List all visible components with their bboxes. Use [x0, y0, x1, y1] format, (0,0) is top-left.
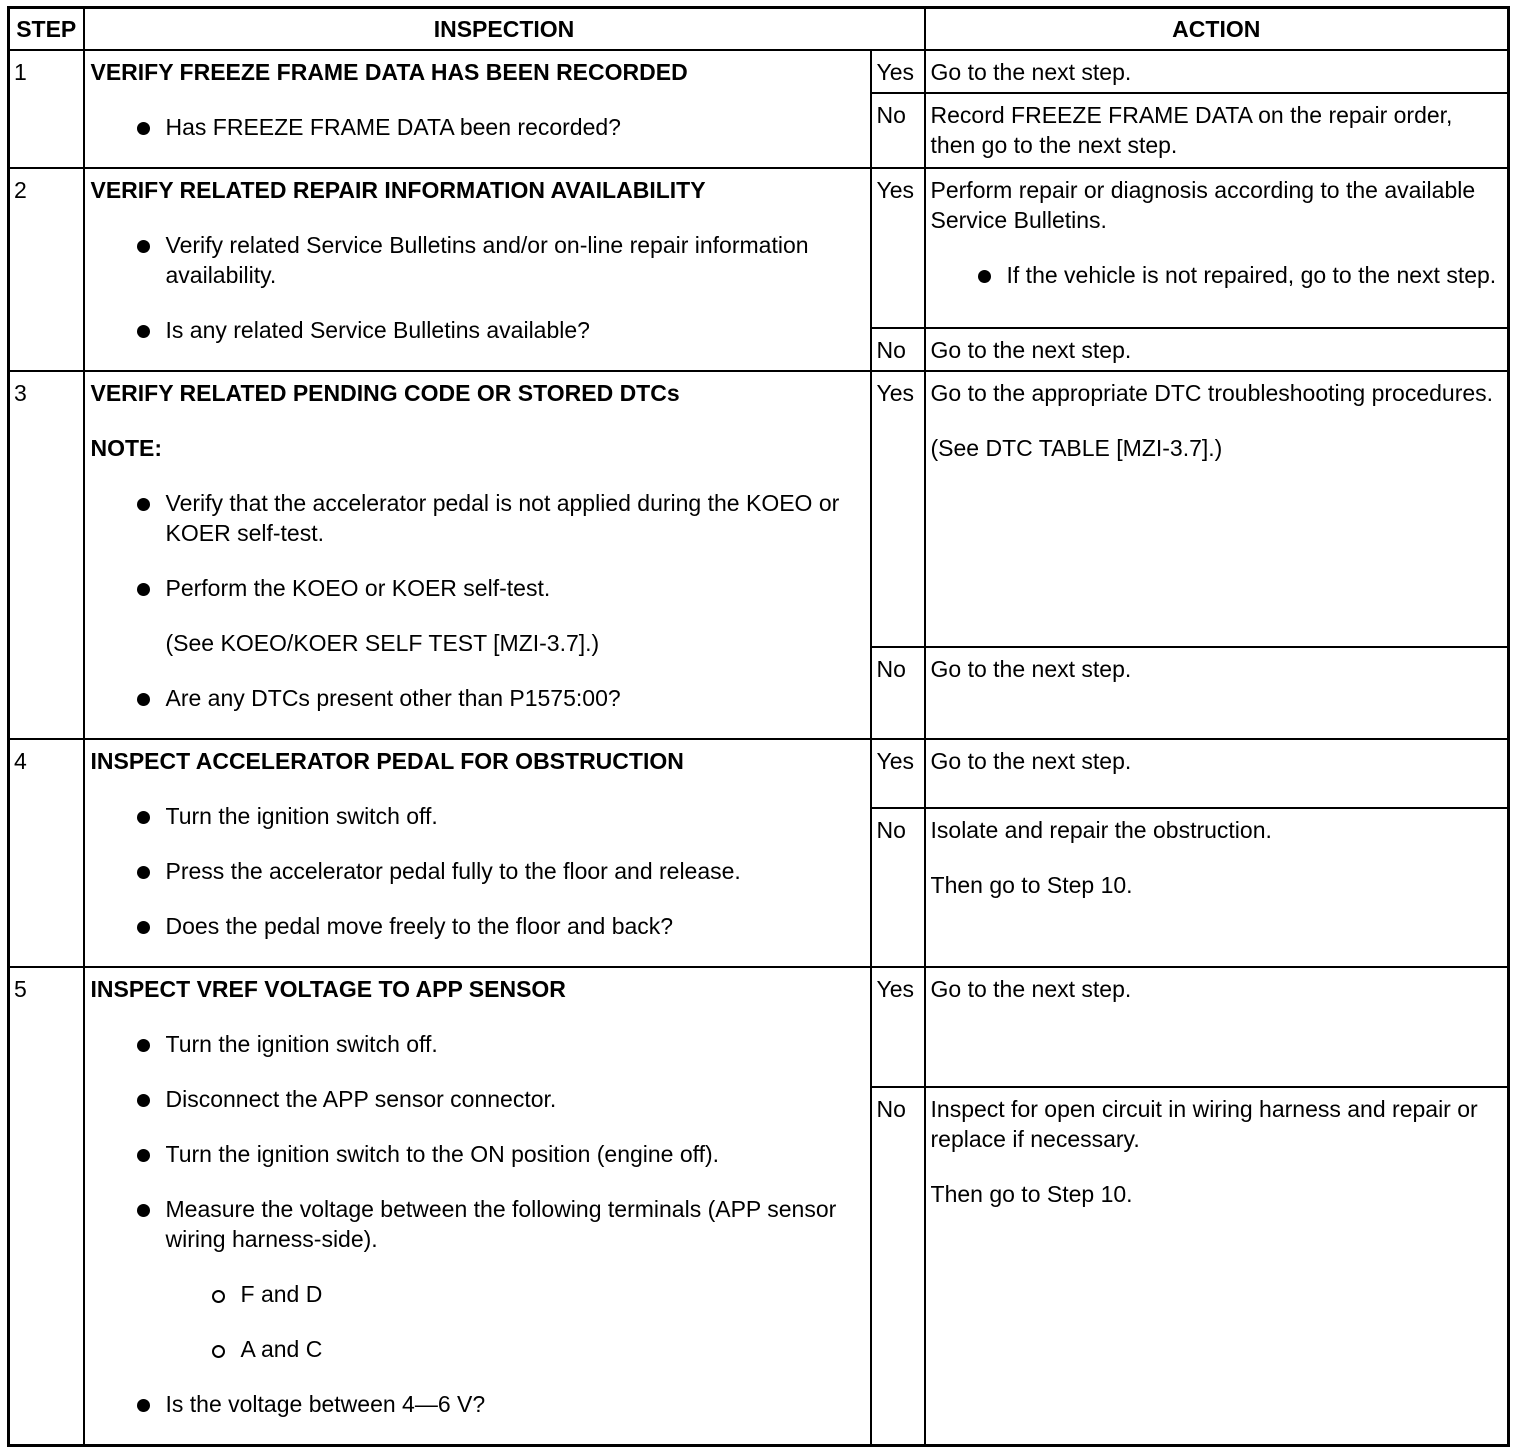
step-number: 2: [9, 168, 84, 371]
yes-action: [925, 371, 1509, 648]
see-reference: (See DTC TABLE [MZI-3.7].): [930, 434, 1223, 461]
action-text: Go to the next step.: [930, 656, 1132, 683]
header-row: [9, 8, 1509, 50]
step-number: 4: [9, 739, 84, 967]
step-2-yes-row: [9, 168, 1509, 328]
action-text: Go to the next step.: [930, 58, 1132, 85]
yes-label: Yes: [871, 168, 925, 328]
inspection-title: VERIFY RELATED PENDING CODE OR STORED DTCs: [90, 379, 680, 406]
no-action: [925, 647, 1509, 738]
step-5-yes-row: [9, 967, 1509, 1087]
inspection-title: VERIFY RELATED REPAIR INFORMATION AVAILABILITY: [90, 176, 706, 203]
bullet-item: Perform the KOEO or KOER self-test.: [91, 573, 864, 603]
see-reference: (See KOEO/KOER SELF TEST [MZI-3.7].): [165, 629, 600, 656]
yes-action: [925, 50, 1509, 93]
yes-label: Yes: [871, 50, 925, 93]
action-then: Then go to Step 10.: [930, 871, 1133, 898]
bullet-item: Has FREEZE FRAME DATA been recorded?: [91, 112, 864, 142]
yes-label: Yes: [871, 967, 925, 1087]
inspection-cell: [84, 739, 871, 967]
bullet-item: Turn the ignition switch off.: [91, 801, 864, 831]
action-text: Isolate and repair the obstruction.: [930, 816, 1272, 843]
bullet-item: Are any DTCs present other than P1575:00?: [91, 683, 864, 713]
inspection-cell: [84, 168, 871, 371]
yes-action: [925, 739, 1509, 808]
no-label: No: [871, 808, 925, 967]
inspection-title: INSPECT ACCELERATOR PEDAL FOR OBSTRUCTION: [90, 747, 684, 774]
action-text: Go to the appropriate DTC troubleshooting procedures.: [930, 379, 1494, 406]
bullet-item: Disconnect the APP sensor connector.: [91, 1084, 864, 1114]
yes-action: [925, 967, 1509, 1087]
yes-label: Yes: [871, 371, 925, 648]
inspection-title: INSPECT VREF VOLTAGE TO APP SENSOR: [90, 975, 566, 1002]
inspection-cell: [84, 50, 871, 168]
no-label: No: [871, 328, 925, 371]
yes-action: [925, 168, 1509, 328]
diagnostic-table: [7, 6, 1510, 1447]
inspection-title: VERIFY FREEZE FRAME DATA HAS BEEN RECORDED: [90, 58, 688, 85]
bullet-item: Turn the ignition switch off.: [91, 1029, 864, 1059]
bullet-item: Press the accelerator pedal fully to the floor and release.: [91, 856, 864, 886]
no-action: [925, 1087, 1509, 1445]
header-action: ACTION: [925, 8, 1509, 50]
header-step: STEP: [9, 8, 84, 50]
bullet-item: Turn the ignition switch to the ON position (engine off).: [91, 1139, 864, 1169]
step-number: 5: [9, 967, 84, 1446]
action-text: Perform repair or diagnosis according to the available Service Bulletins.: [930, 176, 1476, 233]
step-1-yes-row: [9, 50, 1509, 93]
no-action: [925, 808, 1509, 967]
action-bullet: If the vehicle is not repaired, go to the next step.: [931, 260, 1502, 290]
step-3-yes-row: [9, 371, 1509, 648]
header-inspection: INSPECTION: [84, 8, 925, 50]
bullet-item: Is the voltage between 4—6 V?: [91, 1389, 864, 1419]
bullet-item: Is any related Service Bulletins available?: [91, 315, 864, 345]
sub-bullet-item: F and D: [91, 1279, 864, 1309]
no-label: No: [871, 1087, 925, 1445]
note-label: NOTE:: [90, 434, 163, 461]
no-action: [925, 93, 1509, 168]
bullet-item: Measure the voltage between the following terminals (APP sensor wiring harness-side).: [91, 1194, 864, 1254]
step-number: 3: [9, 371, 84, 739]
yes-label: Yes: [871, 739, 925, 808]
action-then: Then go to Step 10.: [930, 1180, 1133, 1207]
action-text: Go to the next step.: [930, 747, 1132, 774]
action-text: Go to the next step.: [930, 336, 1132, 363]
action-text: Inspect for open circuit in wiring harness and repair or replace if necessary.: [930, 1095, 1478, 1152]
bullet-item: Does the pedal move freely to the floor and back?: [91, 911, 864, 941]
step-number: 1: [9, 50, 84, 168]
bullet-item: Verify related Service Bulletins and/or on-line repair information availability.: [91, 230, 864, 290]
no-label: No: [871, 93, 925, 168]
inspection-cell: [84, 967, 871, 1446]
sub-bullet-item: A and C: [91, 1334, 864, 1364]
bullet-item: Verify that the accelerator pedal is not applied during the KOEO or KOER self-test.: [91, 488, 864, 548]
inspection-cell: [84, 371, 871, 739]
step-4-yes-row: [9, 739, 1509, 808]
action-text: Record FREEZE FRAME DATA on the repair order, then go to the next step.: [930, 101, 1453, 158]
no-action: [925, 328, 1509, 371]
no-label: No: [871, 647, 925, 738]
action-text: Go to the next step.: [930, 975, 1132, 1002]
